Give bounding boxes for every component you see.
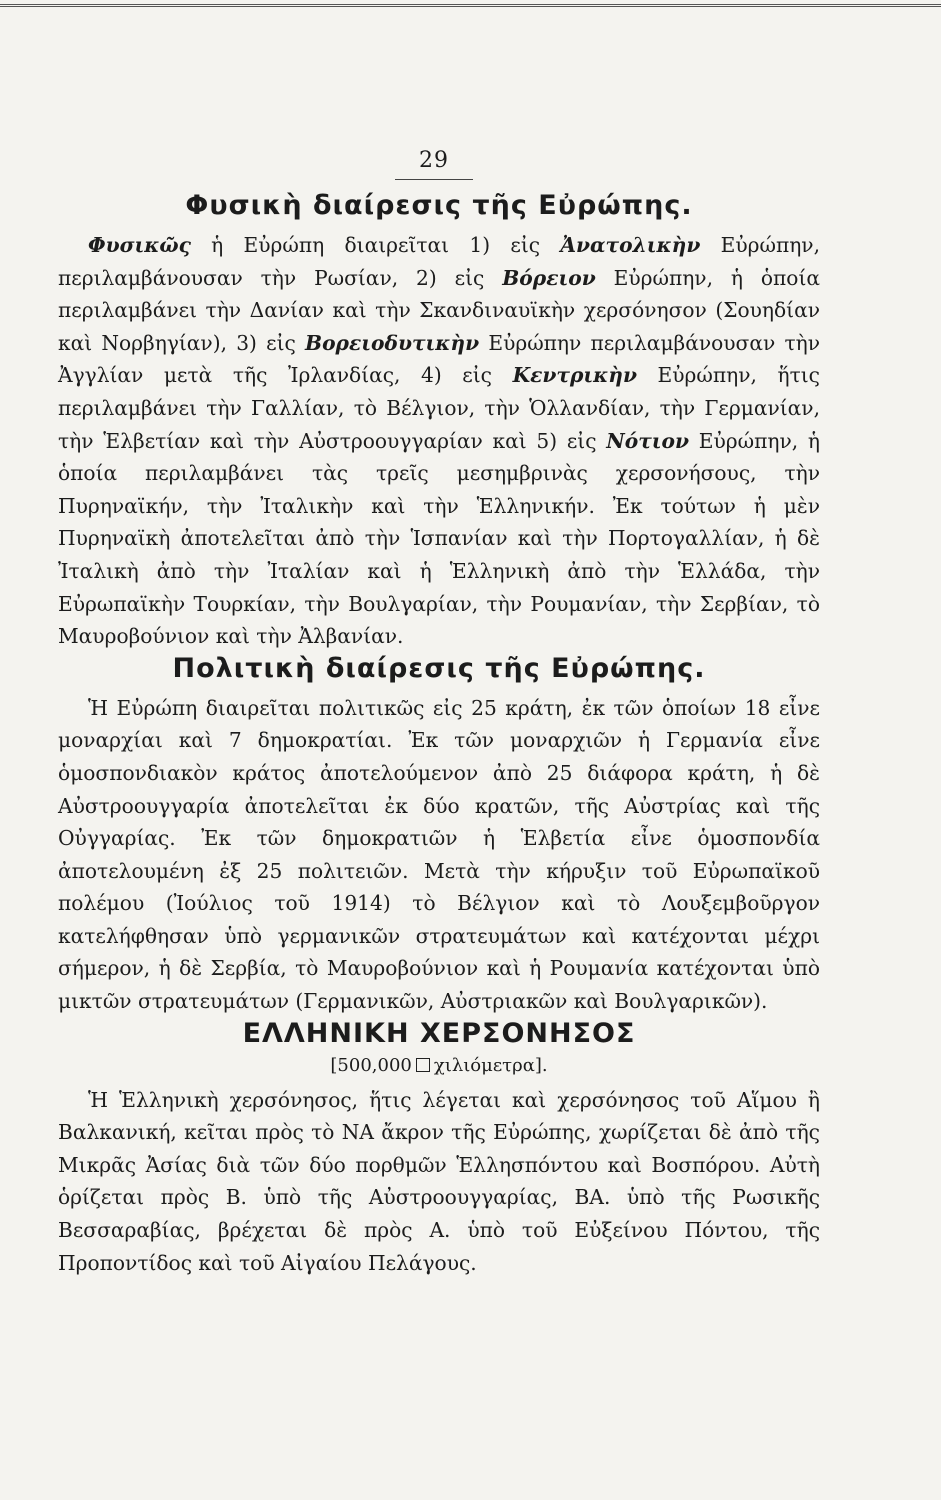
text-run: Εὐρώπην, περιλαμβάνουσαν τὴν Ρωσίαν, 2) εἰς [58, 233, 820, 290]
paragraph-physical-division [58, 229, 820, 653]
keyword-physically: Φυσικῶς [88, 233, 191, 257]
keyword-northern: Βόρειον [502, 265, 596, 290]
section-title-hellenic-peninsula: ΕΛΛΗΝΙΚΗ ΧΕΡΣΟΝΗΣΟΣ [242, 1017, 636, 1049]
square-symbol-icon [416, 1058, 430, 1072]
paragraph-political-division: Ἡ Εὐρώπη διαιρεῖται πολιτικῶς εἰς 25 κράτη, ἐκ τῶν ὁποίων 18 εἶνε μοναρχίαι καὶ 7 δημοκρατίαι. Ἐκ τῶν μοναρχιῶν ἡ Γερμανία εἶνε ὁμοσπονδιακὸν κράτος ἀποτελούμενον ἀπὸ 25 διάφορα κράτη, ἡ δὲ Αὐστροουγγαρία ἀποτελεῖται ἐκ δύο κρατῶν, τῆς Αὐστρίας καὶ τῆς Οὐγγαρίας. Ἐκ τῶν δημοκρατιῶν ἡ Ἑλβετία εἶνε ὁμοσπονδία ἀποτελουμένη ἐξ 25 πολιτειῶν. Μετὰ τὴν κήρυξιν τοῦ Εὐρωπαϊκοῦ πολέμου (Ἰούλιος τοῦ 1914) τὸ Βέλγιον καὶ τὸ Λουξεμβοῦργον κατελήφθησαν ὑπὸ γερμανικῶν στρατευμάτων καὶ κατέχονται μέχρι σήμερον, ἡ δὲ Σερβία, τὸ Μαυροβούνιον καὶ ἡ Ρουμανία κατέχονται ὑπὸ μικτῶν στρατευμάτων (Γερμανικῶν, Αὐστριακῶν καὶ Βουλγαρικῶν). [58, 695, 820, 1014]
page-content [58, 190, 820, 1279]
text-run: Εὐρώπην, ἡ ὁποία περιλαμβάνει τὴν Δανίαν καὶ τὴν Σκανδιναυϊκὴν χερσόνησον (Σουηδίαν καὶ Νορβηγίαν), 3) εἰς [58, 265, 821, 355]
top-border-rule [0, 4, 941, 17]
keyword-southern: Νότιον [606, 428, 690, 453]
keyword-northwestern: Βορειοδυτικὴν [305, 330, 480, 355]
keyword-eastern: Ἀνατολικὴν [560, 233, 701, 257]
section-title-physical: Φυσικὴ διαίρεσις τῆς Εὐρώπης. [185, 190, 693, 221]
area-value: [500,000 [330, 1054, 412, 1076]
page-number: 29 [395, 148, 473, 180]
keyword-central: Κεντρικὴν [512, 363, 637, 388]
section-title-political: Πολιτικὴ διαίρεσις τῆς Εὐρώπης. [172, 652, 706, 684]
text-run: Εὐρώπην, ἡ ὁποία περιλαμβάνει τὰς τρεῖς μεσημβρινὰς χερσονήσους, τὴν Πυρηναϊκήν, τὴν Ἰταλικὴν καὶ τὴν Ἑλληνικήν. Ἐκ τούτων ἡ μὲν Πυρηναϊκὴ ἀποτελεῖται ἀπὸ τὴν Ἱσπανίαν καὶ τὴν Πορτογαλλίαν, ἡ δὲ Ἰταλικὴ ἀπὸ τὴν Ἰταλίαν καὶ ἡ Ἑλληνικὴ ἀπὸ τὴν Ἑλλάδα, τὴν Εὐρωπαϊκὴν Τουρκίαν, τὴν Βουλγαρίαν, τὴν Ρουμανίαν, τὴν Σερβίαν, τὸ Μαυροβούνιον καὶ τὴν Ἀλβανίαν. [58, 428, 820, 649]
text-run: Εὐρώπην περιλαμβάνουσαν τὴν Ἀγγλίαν μετὰ τῆς Ἰρλανδίας, 4) εἰς [58, 330, 820, 388]
text-run: ἡ Εὐρώπη διαιρεῖται 1) εἰς [211, 233, 541, 257]
text-run: Εὐρώπην, ἥτις περιλαμβάνει τὴν Γαλλίαν, τὸ Βέλγιον, τὴν Ὁλλανδίαν, τὴν Γερμανίαν, τὴν Ἑλβετίαν καὶ τὴν Αὐστροουγγαρίαν καὶ 5) εἰς [58, 363, 820, 453]
area-note [58, 1055, 820, 1076]
area-unit: χιλιόμετρα]. [433, 1054, 548, 1076]
paragraph-hellenic-peninsula: Ἡ Ἑλληνικὴ χερσόνησος, ἥτις λέγεται καὶ χερσόνησος τοῦ Αἵμου ἢ Βαλκανική, κεῖται πρὸς τὸ ΝΑ ἄκρον τῆς Εὐρώπης, χωρίζεται δὲ ἀπὸ τῆς Μικρᾶς Ἀσίας διὰ τῶν δύο πορθμῶν Ἑλλησπόντου καὶ Βοσπόρου. Αὐτὴ ὁρίζεται πρὸς Β. ὑπὸ τῆς Αὐστροουγγαρίας, ΒΑ. ὑπὸ τῆς Ρωσικῆς Βεσσαραβίας, βρέχεται δὲ πρὸς Α. ὑπὸ τοῦ Εὐξείνου Πόντου, τῆς Προποντίδος καὶ τοῦ Αἰγαίου Πελάγους. [58, 1087, 820, 1275]
